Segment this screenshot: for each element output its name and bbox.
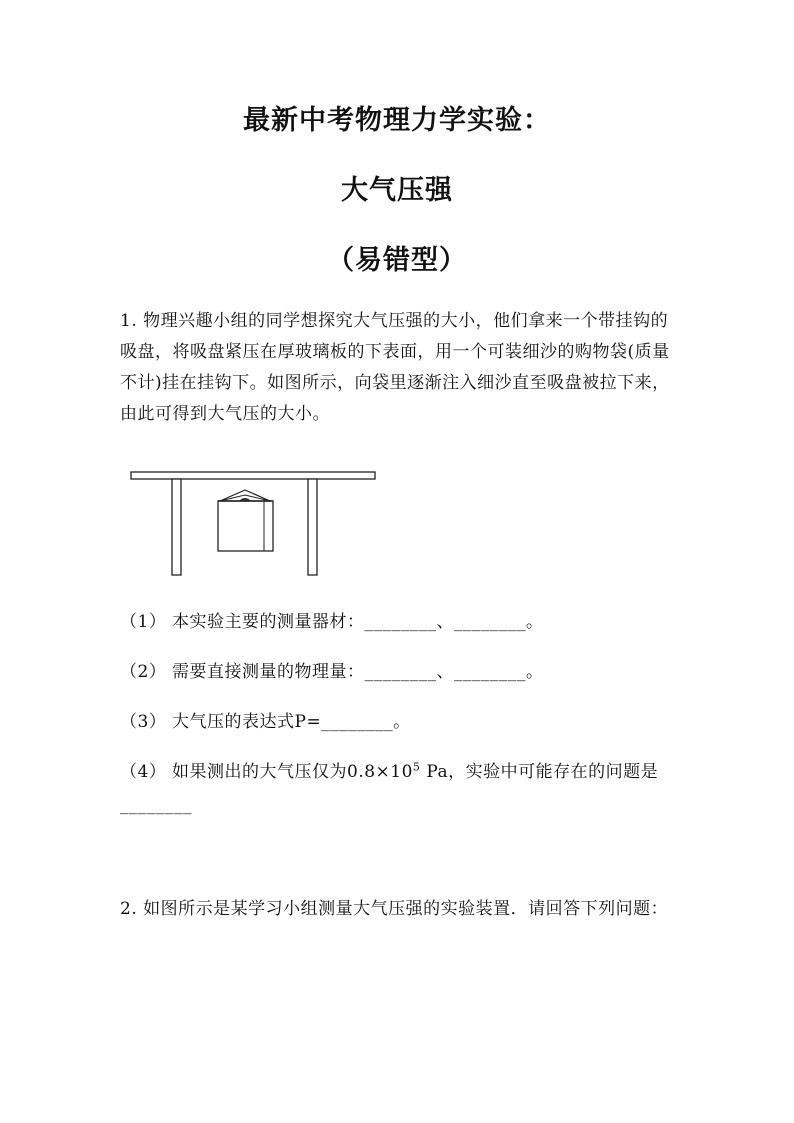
sub-question-3: （3） 大气压的表达式P=________。 xyxy=(120,712,411,732)
sub-question-2: （2） 需要直接测量的物理量：________、________。 xyxy=(120,662,544,682)
sub-question-1: （1） 本实验主要的测量器材：________、________。 xyxy=(120,612,544,632)
sub-question-4: （4） 如果测出的大气压仅为$0.8\times 10^5$ Pa，实验中可能存在的问题是________ xyxy=(120,760,659,815)
question-1-text: 1. 物理兴趣小组的同学想探究大气压强的大小，他们拿来一个带挂钩的吸盘，将吸盘紧压在厚玻璃板的下表面，用一个可装细沙的购物袋(质量不计)挂在挂钩下。如图所示，向袋里逐渐注入细沙直至吸盘被拉下来，由此可得到大气压的大小。 xyxy=(120,311,670,424)
suction-cup-figure xyxy=(128,468,378,580)
title-line-3: （易错型） xyxy=(327,245,467,276)
title-line-2: 大气压强 xyxy=(341,175,453,206)
question-2-text: 2. 如图所示是某学习小组测量大气压强的实验装置．请回答下列问题： xyxy=(120,899,669,919)
title-line-1: 最新中考物理力学实验： xyxy=(243,105,551,136)
